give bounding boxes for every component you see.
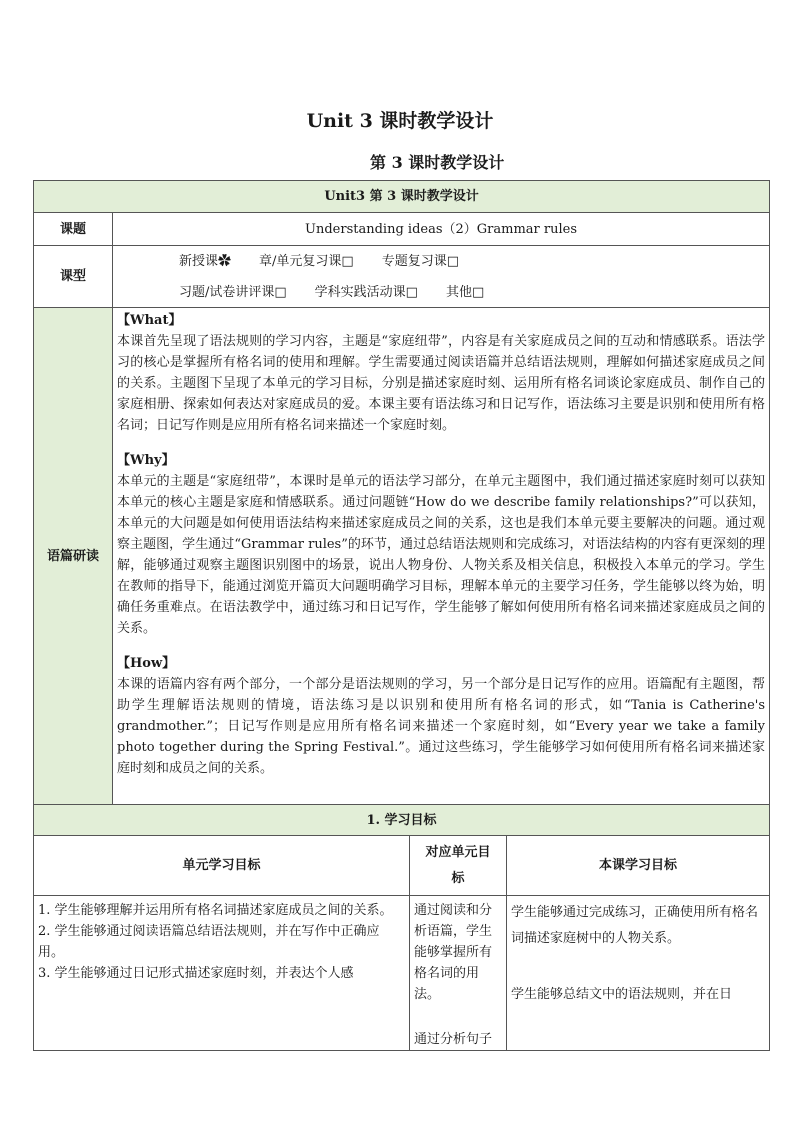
why-text: 本单元的主题是“家庭纽带”，本课时是单元的语法学习部分，在单元主题图中，我们通过描述家庭时刻可以获知本单元的核心主题是家庭和情感联系。通过问题链“How do we describe family relationships?”可以获知，本单元的大问题是如何使用语法结构来描述家庭成员之间的关系，这也是我们本单元要主要解决的问题。通过观察主题图，学生通过“Grammar rules”的环节，通过总结语法规则和完成练习，对语法结构的内容有更深刻的理解，能够通过观察主题图识别图中的场景，说出人物身份、人物关系及相关信息，积极投入本单元的学习。学生在教师的指导下，能通过浏览开篇页大问题明确学习目标，理解本单元的主要学习任务，学生能够以终为始，明确任务重难点。在语法教学中，通过练习和日记写作，学生能够了解如何使用所有格名词来描述家庭成员之间的关系。 — [117, 474, 766, 636]
lesson-goals-cell — [507, 896, 770, 1051]
col-mapping-line: 对应单元目 — [425, 844, 491, 860]
unit-goal: 2. 学生能够通过阅读语篇总结语法规则，并在写作中正确应用。 — [38, 924, 380, 960]
unit-goal: 3. 学生能够通过日记形式描述家庭时刻，并表达个人感 — [38, 966, 354, 981]
type-label: 课型 — [34, 246, 113, 308]
mapping-goal: 通过阅读和分析语篇，学生能够掌握所有格名词的用法。 — [414, 903, 493, 1002]
mapping-goal: 通过分析句子 — [414, 1032, 493, 1047]
col-mapping — [410, 836, 507, 896]
col-mapping-line: 标 — [451, 870, 465, 886]
type-option: 专题复习课□ — [381, 253, 459, 269]
what-text: 本课首先呈现了语法规则的学习内容，主题是“家庭纽带”，内容是有关家庭成员之间的互动和情感联系。语法学习的核心是掌握所有格名词的使用和理解。学生需要通过阅读语篇并总结语法规则，理解如何描述家庭成员之间的关系。主题图下呈现了本单元的学习目标，分别是描述家庭时刻、运用所有格名词谈论家庭成员、制作自己的家庭相册、探索如何表达对家庭成员的爱。本课主要有语法练习和日记写作，语法练习主要是识别和使用所有格名词；日记写作则是应用所有格名词来描述一个家庭时刻。 — [117, 334, 766, 433]
lesson-type-options — [113, 246, 770, 308]
why-heading: 【Why】 — [117, 453, 175, 468]
reading-label: 语篇研读 — [34, 308, 113, 805]
topic-value: Understanding ideas（2）Grammar rules — [113, 213, 770, 246]
type-option: 其他□ — [445, 284, 485, 300]
how-text: 本课的语篇内容有两个部分，一个部分是语法规则的学习，另一个部分是日记写作的应用。语篇配有主题图，帮助学生理解语法规则的情境，语法练习是以识别和使用所有格名词的形式，如“Tania is Catherine's grandmother.”；日记写作则是应用所有格名词来描述一个家庭时刻，如“Every year we take a family photo together during the Spring Festival.”。通过这些练习，学生能够学习如何使用所有格名词来描述家庭时刻和成员之间的关系。 — [117, 677, 766, 776]
type-option: 新授课✿ — [179, 253, 232, 269]
document-subtitle: 第 3 课时教学设计 — [370, 153, 505, 172]
section-title-goals: 1. 学习目标 — [34, 805, 770, 836]
mapping-cell — [410, 896, 507, 1051]
document-title: Unit 3 课时教学设计 — [306, 110, 494, 132]
lesson-goal: 学生能够总结文中的语法规则，并在日 — [511, 987, 733, 1002]
type-option: 章/单元复习课□ — [259, 253, 354, 269]
type-option: 习题/试卷讲评课□ — [179, 284, 287, 300]
topic-label: 课题 — [34, 213, 113, 246]
how-heading: 【How】 — [117, 656, 176, 671]
col-unit-goals: 单元学习目标 — [34, 836, 410, 896]
lesson-goal: 学生能够通过完成练习，正确使用所有格名词描述家庭树中的人物关系。 — [511, 905, 759, 946]
unit-goal: 1. 学生能够理解并运用所有格名词描述家庭成员之间的关系。 — [38, 903, 393, 918]
reading-analysis — [113, 308, 770, 805]
what-heading: 【What】 — [117, 313, 182, 328]
unit-goals-cell — [34, 896, 410, 1051]
type-option: 学科实践活动课□ — [314, 284, 418, 300]
col-lesson-goals: 本课学习目标 — [507, 836, 770, 896]
lesson-design-table — [33, 180, 770, 1051]
table-header: Unit3 第 3 课时教学设计 — [34, 181, 770, 213]
